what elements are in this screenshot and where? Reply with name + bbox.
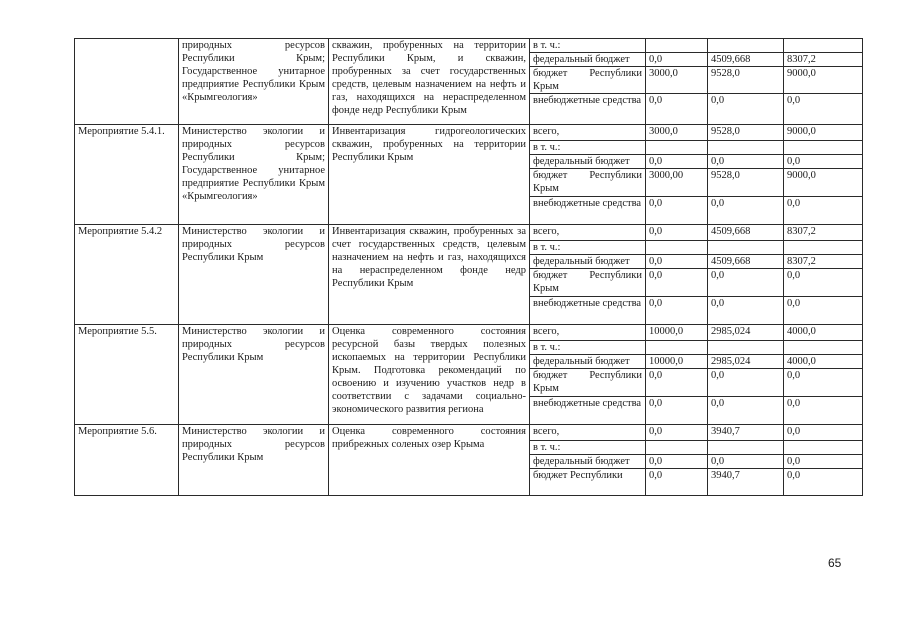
table-body bbox=[75, 39, 863, 496]
continued-executor-cell: природных ресурсов Республики Крым; Государственное унитарное предприятие Республики Крым «Крымгеология» bbox=[179, 39, 329, 125]
amount-cell-2: 0,0 bbox=[708, 397, 784, 425]
table-row bbox=[75, 425, 863, 441]
amount-cell-1: 0,0 bbox=[646, 397, 708, 425]
funding-source-cell: федеральный бюджет bbox=[530, 455, 646, 469]
funding-source-cell: в т. ч.: bbox=[530, 441, 646, 455]
amount-cell-2: 0,0 bbox=[708, 269, 784, 297]
funding-source-cell: внебюджетные средства bbox=[530, 94, 646, 125]
amount-cell-1: 0,0 bbox=[646, 425, 708, 441]
amount-cell-3: 4000,0 bbox=[784, 355, 863, 369]
amount-cell-3: 0,0 bbox=[784, 269, 863, 297]
amount-cell-1: 0,0 bbox=[646, 269, 708, 297]
amount-cell-1: 0,0 bbox=[646, 197, 708, 225]
funding-source-cell: внебюджетные средства bbox=[530, 397, 646, 425]
table-row bbox=[75, 325, 863, 341]
amount-cell-3: 4000,0 bbox=[784, 325, 863, 341]
amount-cell-1 bbox=[646, 141, 708, 155]
amount-cell-3 bbox=[784, 39, 863, 53]
funding-source-cell: бюджет Республики bbox=[530, 469, 646, 496]
group-3-description-cell: Оценка современного состояния ресурсной базы твердых полезных ископаемых на территории Республики Крым. Подготовка рекомендаций по освоению и изучению участков недр в соответствии с задачами социально-экономического развития региона bbox=[329, 325, 530, 425]
amount-cell-1 bbox=[646, 241, 708, 255]
funding-source-cell: бюджет Республики Крым bbox=[530, 169, 646, 197]
funding-source-cell: федеральный бюджет bbox=[530, 53, 646, 67]
funding-source-cell: внебюджетные средства bbox=[530, 197, 646, 225]
amount-cell-1: 0,0 bbox=[646, 297, 708, 325]
amount-cell-2: 4509,668 bbox=[708, 255, 784, 269]
amount-cell-3 bbox=[784, 341, 863, 355]
amount-cell-1: 0,0 bbox=[646, 255, 708, 269]
amount-cell-3: 9000,0 bbox=[784, 169, 863, 197]
amount-cell-3: 8307,2 bbox=[784, 255, 863, 269]
funding-source-cell: федеральный бюджет bbox=[530, 255, 646, 269]
table-row bbox=[75, 125, 863, 141]
funding-source-cell: федеральный бюджет bbox=[530, 155, 646, 169]
amount-cell-2: 2985,024 bbox=[708, 355, 784, 369]
amount-cell-2 bbox=[708, 341, 784, 355]
funding-source-cell: в т. ч.: bbox=[530, 241, 646, 255]
continued-description-cell: скважин, пробуренных на территории Республики Крым, и скважин, пробуренных за счет государственных средств, целевым назначением на нефть и газ, находящихся на нераспределенном фонде недр Республики Крым bbox=[329, 39, 530, 125]
amount-cell-3: 8307,2 bbox=[784, 225, 863, 241]
amount-cell-2: 9528,0 bbox=[708, 125, 784, 141]
group-1-event-cell: Мероприятие 5.4.1. bbox=[75, 125, 179, 225]
amount-cell-3: 0,0 bbox=[784, 455, 863, 469]
funding-source-cell: всего, bbox=[530, 425, 646, 441]
amount-cell-3: 0,0 bbox=[784, 197, 863, 225]
funding-source-cell: всего, bbox=[530, 225, 646, 241]
amount-cell-2: 2985,024 bbox=[708, 325, 784, 341]
funding-source-cell: внебюджетные средства bbox=[530, 297, 646, 325]
amount-cell-2: 0,0 bbox=[708, 197, 784, 225]
amount-cell-1: 0,0 bbox=[646, 53, 708, 67]
amount-cell-2 bbox=[708, 39, 784, 53]
amount-cell-2 bbox=[708, 141, 784, 155]
group-2-executor-cell: Министерство экологии и природных ресурсов Республики Крым bbox=[179, 225, 329, 325]
table-row bbox=[75, 225, 863, 241]
amount-cell-1: 10000,0 bbox=[646, 325, 708, 341]
group-2-event-cell: Мероприятие 5.4.2 bbox=[75, 225, 179, 325]
amount-cell-1: 0,0 bbox=[646, 94, 708, 125]
amount-cell-2: 0,0 bbox=[708, 455, 784, 469]
amount-cell-3: 8307,2 bbox=[784, 53, 863, 67]
amount-cell-3: 0,0 bbox=[784, 469, 863, 496]
amount-cell-2: 0,0 bbox=[708, 155, 784, 169]
amount-cell-1: 0,0 bbox=[646, 469, 708, 496]
amount-cell-2: 3940,7 bbox=[708, 469, 784, 496]
budget-table bbox=[74, 38, 863, 496]
funding-source-cell: в т. ч.: bbox=[530, 141, 646, 155]
amount-cell-1: 3000,0 bbox=[646, 125, 708, 141]
group-3-executor-cell: Министерство экологии и природных ресурсов Республики Крым bbox=[179, 325, 329, 425]
amount-cell-1: 0,0 bbox=[646, 155, 708, 169]
amount-cell-1: 0,0 bbox=[646, 455, 708, 469]
amount-cell-2: 9528,0 bbox=[708, 169, 784, 197]
amount-cell-2 bbox=[708, 441, 784, 455]
funding-source-cell: бюджет Республики Крым bbox=[530, 67, 646, 94]
group-1-executor-cell: Министерство экологии и природных ресурсов Республики Крым; Государственное унитарное предприятие Республики Крым «Крымгеология» bbox=[179, 125, 329, 225]
funding-source-cell: в т. ч.: bbox=[530, 39, 646, 53]
funding-source-cell: всего, bbox=[530, 125, 646, 141]
group-4-executor-cell: Министерство экологии и природных ресурсов Республики Крым bbox=[179, 425, 329, 496]
amount-cell-1 bbox=[646, 441, 708, 455]
amount-cell-1: 0,0 bbox=[646, 225, 708, 241]
page-number: 65 bbox=[828, 556, 842, 570]
amount-cell-1 bbox=[646, 39, 708, 53]
amount-cell-2: 0,0 bbox=[708, 369, 784, 397]
amount-cell-3: 0,0 bbox=[784, 425, 863, 441]
amount-cell-3: 9000,0 bbox=[784, 67, 863, 94]
continued-event-cell bbox=[75, 39, 179, 125]
amount-cell-3: 0,0 bbox=[784, 155, 863, 169]
group-1-description-cell: Инвентаризация гидрогеологических скважин, пробуренных на территории Республики Крым bbox=[329, 125, 530, 225]
amount-cell-3 bbox=[784, 441, 863, 455]
amount-cell-1 bbox=[646, 341, 708, 355]
amount-cell-2: 0,0 bbox=[708, 94, 784, 125]
amount-cell-3: 9000,0 bbox=[784, 125, 863, 141]
amount-cell-2: 4509,668 bbox=[708, 225, 784, 241]
amount-cell-2 bbox=[708, 241, 784, 255]
group-4-description-cell: Оценка современного состояния прибрежных соленых озер Крыма bbox=[329, 425, 530, 496]
group-4-event-cell: Мероприятие 5.6. bbox=[75, 425, 179, 496]
group-2-description-cell: Инвентаризация скважин, пробуренных за счет государственных средств, целевым назначением на нефть и газ, находящихся на нераспределенном фонде недр Республики Крым bbox=[329, 225, 530, 325]
funding-source-cell: в т. ч.: bbox=[530, 341, 646, 355]
amount-cell-1: 3000,00 bbox=[646, 169, 708, 197]
amount-cell-2: 4509,668 bbox=[708, 53, 784, 67]
table-row bbox=[75, 39, 863, 53]
amount-cell-1: 10000,0 bbox=[646, 355, 708, 369]
funding-source-cell: бюджет Республики Крым bbox=[530, 369, 646, 397]
amount-cell-2: 3940,7 bbox=[708, 425, 784, 441]
group-3-event-cell: Мероприятие 5.5. bbox=[75, 325, 179, 425]
amount-cell-1: 3000,0 bbox=[646, 67, 708, 94]
funding-source-cell: бюджет Республики Крым bbox=[530, 269, 646, 297]
amount-cell-1: 0,0 bbox=[646, 369, 708, 397]
amount-cell-3: 0,0 bbox=[784, 369, 863, 397]
amount-cell-3 bbox=[784, 241, 863, 255]
amount-cell-3: 0,0 bbox=[784, 297, 863, 325]
amount-cell-2: 0,0 bbox=[708, 297, 784, 325]
amount-cell-3 bbox=[784, 141, 863, 155]
amount-cell-2: 9528,0 bbox=[708, 67, 784, 94]
funding-source-cell: всего, bbox=[530, 325, 646, 341]
amount-cell-3: 0,0 bbox=[784, 397, 863, 425]
amount-cell-3: 0,0 bbox=[784, 94, 863, 125]
funding-source-cell: федеральный бюджет bbox=[530, 355, 646, 369]
